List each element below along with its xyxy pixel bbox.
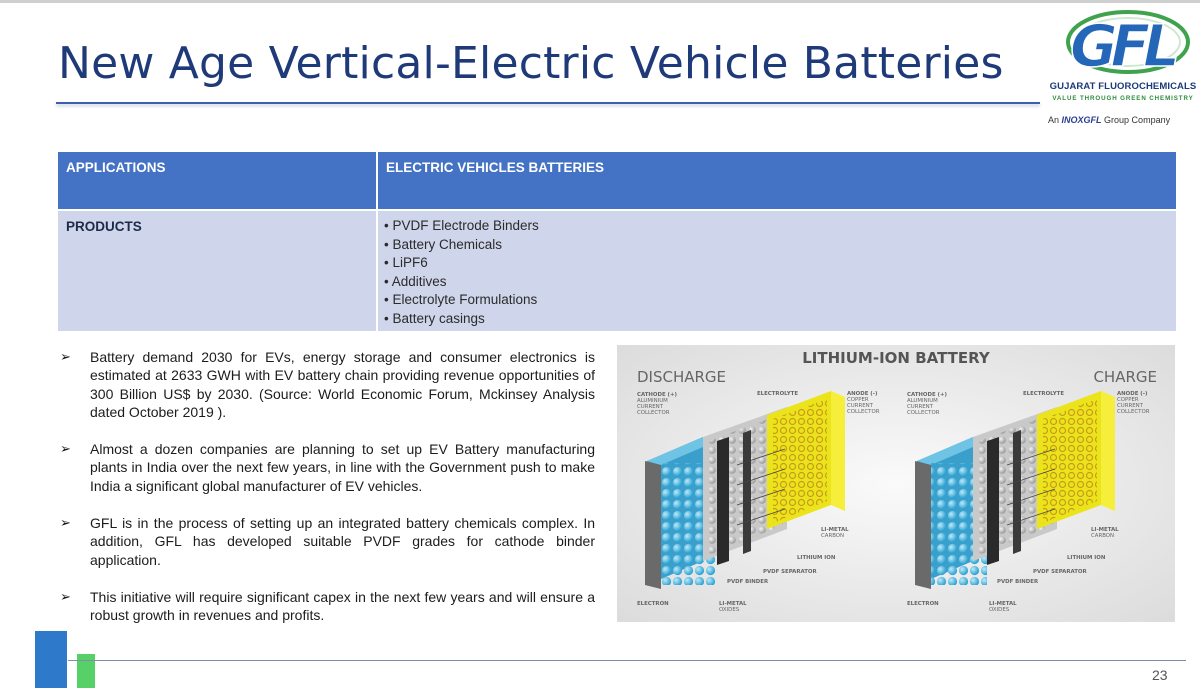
svg-text:ALUMINIUM: ALUMINIUM (907, 398, 938, 404)
arrow-bullet-icon: ➢ (60, 515, 71, 531)
anode-label-right: ANODE (-) (1117, 391, 1148, 397)
bullet-point: ➢ Almost a dozen companies are planning to set up EV Battery manufacturing plants in India over the next few years, in line with the Government push to make India a significant global manufacturer of EV vehicles. (60, 441, 595, 494)
anode-label-left: ANODE (-) (847, 391, 878, 397)
company-logo (1048, 8, 1198, 130)
bullet-point: ➢ This initiative will require significant capex in the next few years and will ensure a robust growth in revenues and profits. (60, 588, 595, 624)
pvdf-separator-left: PVDF SEPARATOR (763, 569, 817, 575)
svg-text:ALUMINIUM: ALUMINIUM (637, 398, 668, 404)
charge-label: CHARGE (1093, 368, 1157, 386)
group-prefix: An (1048, 115, 1060, 125)
bullet-point: ➢ GFL is in the process of setting up an integrated battery chemicals complex. In addition, GFL has developed suitable PVDF grades for cathode binder application. (60, 515, 595, 568)
key-points-list (58, 348, 595, 644)
title-underline (56, 102, 1040, 104)
product-item: • Additives (384, 273, 1176, 292)
battery-title: LITHIUM-ION BATTERY (802, 349, 990, 367)
logo-group-line (1048, 115, 1200, 125)
svg-text:COPPER: COPPER (1117, 397, 1139, 403)
lithium-ion-right: LITHIUM ION (1067, 555, 1106, 561)
products-list-cell (377, 211, 1176, 331)
svg-text:COPPER: COPPER (847, 397, 869, 403)
li-metal-oxides-right: LI-METAL (989, 601, 1017, 607)
lithium-ion-battery-illustration (617, 345, 1175, 622)
svg-text:OXIDES: OXIDES (719, 607, 740, 613)
svg-text:CURRENT: CURRENT (847, 403, 873, 409)
svg-text:CARBON: CARBON (1091, 533, 1115, 539)
arrow-bullet-icon: ➢ (60, 349, 71, 364)
pvdf-binder-left: PVDF BINDER (727, 579, 769, 585)
svg-text:COLLECTOR: COLLECTOR (907, 410, 940, 416)
products-label: PRODUCTS (66, 219, 142, 234)
header-applications: APPLICATIONS (58, 152, 377, 209)
product-item: • LiPF6 (384, 254, 1176, 273)
product-item: • Electrolyte Formulations (384, 291, 1176, 310)
group-suffix: Group Company (1104, 115, 1171, 125)
footer-line (68, 660, 1186, 661)
gfl-logo-mark (1056, 8, 1190, 76)
top-border (0, 0, 1200, 3)
cathode-label-left: CATHODE (+) (637, 392, 677, 398)
li-metal-carbon-right: LI-METAL (1091, 527, 1119, 533)
logo-mark-text: GFL (1070, 12, 1180, 76)
electron-left: ELECTRON (637, 601, 669, 607)
svg-text:COLLECTOR: COLLECTOR (1117, 409, 1150, 415)
products-label-cell (58, 211, 377, 331)
cathode-label-right: CATHODE (+) (907, 392, 947, 398)
product-item: • Battery Chemicals (384, 236, 1176, 255)
svg-text:CURRENT: CURRENT (637, 404, 663, 410)
table-header-row (58, 152, 1176, 209)
slide-title: New Age Vertical-Electric Vehicle Batteries (58, 38, 1004, 89)
arrow-bullet-icon: ➢ (60, 588, 71, 604)
svg-text:CARBON: CARBON (821, 533, 845, 539)
li-metal-carbon-left: LI-METAL (821, 527, 849, 533)
product-item: • PVDF Electrode Binders (384, 217, 1176, 236)
header-ev-batteries: ELECTRIC VEHICLES BATTERIES (377, 152, 1176, 209)
electron-right: ELECTRON (907, 601, 939, 607)
discharge-label: DISCHARGE (637, 368, 727, 386)
svg-text:CURRENT: CURRENT (1117, 403, 1143, 409)
applications-table (58, 152, 1176, 331)
page-number: 23 (1152, 667, 1168, 683)
table-products-row (58, 211, 1176, 331)
footer-accent-blue-bar (35, 631, 67, 688)
electrolyte-label-left: ELECTROLYTE (757, 391, 799, 397)
svg-text:COLLECTOR: COLLECTOR (847, 409, 880, 415)
pvdf-binder-right: PVDF BINDER (997, 579, 1039, 585)
group-brand: INOXGFL (1061, 115, 1102, 125)
li-metal-oxides-left: LI-METAL (719, 601, 747, 607)
lithium-ion-left: LITHIUM ION (797, 555, 836, 561)
svg-text:COLLECTOR: COLLECTOR (637, 410, 670, 416)
svg-text:CURRENT: CURRENT (907, 404, 933, 410)
pvdf-separator-right: PVDF SEPARATOR (1033, 569, 1087, 575)
product-item: • Battery casings (384, 310, 1176, 329)
logo-tagline: VALUE THROUGH GREEN CHEMISTRY (1052, 95, 1194, 102)
arrow-bullet-icon: ➢ (60, 441, 71, 457)
bullet-point: ➢ Battery demand 2030 for EVs, energy storage and consumer electronics is estimated at 2633 GWH with EV battery chain providing revenue opportunities of 300 Billion US$ by 2030. (Source: World Economic Forum, Mckinsey Analysis dated October 2019 ). (60, 349, 595, 420)
logo-company-name: GUJARAT FLUOROCHEMICALS (1049, 81, 1197, 92)
electrolyte-label-right: ELECTROLYTE (1023, 391, 1065, 397)
svg-text:OXIDES: OXIDES (989, 607, 1010, 613)
products-list (378, 211, 1176, 328)
